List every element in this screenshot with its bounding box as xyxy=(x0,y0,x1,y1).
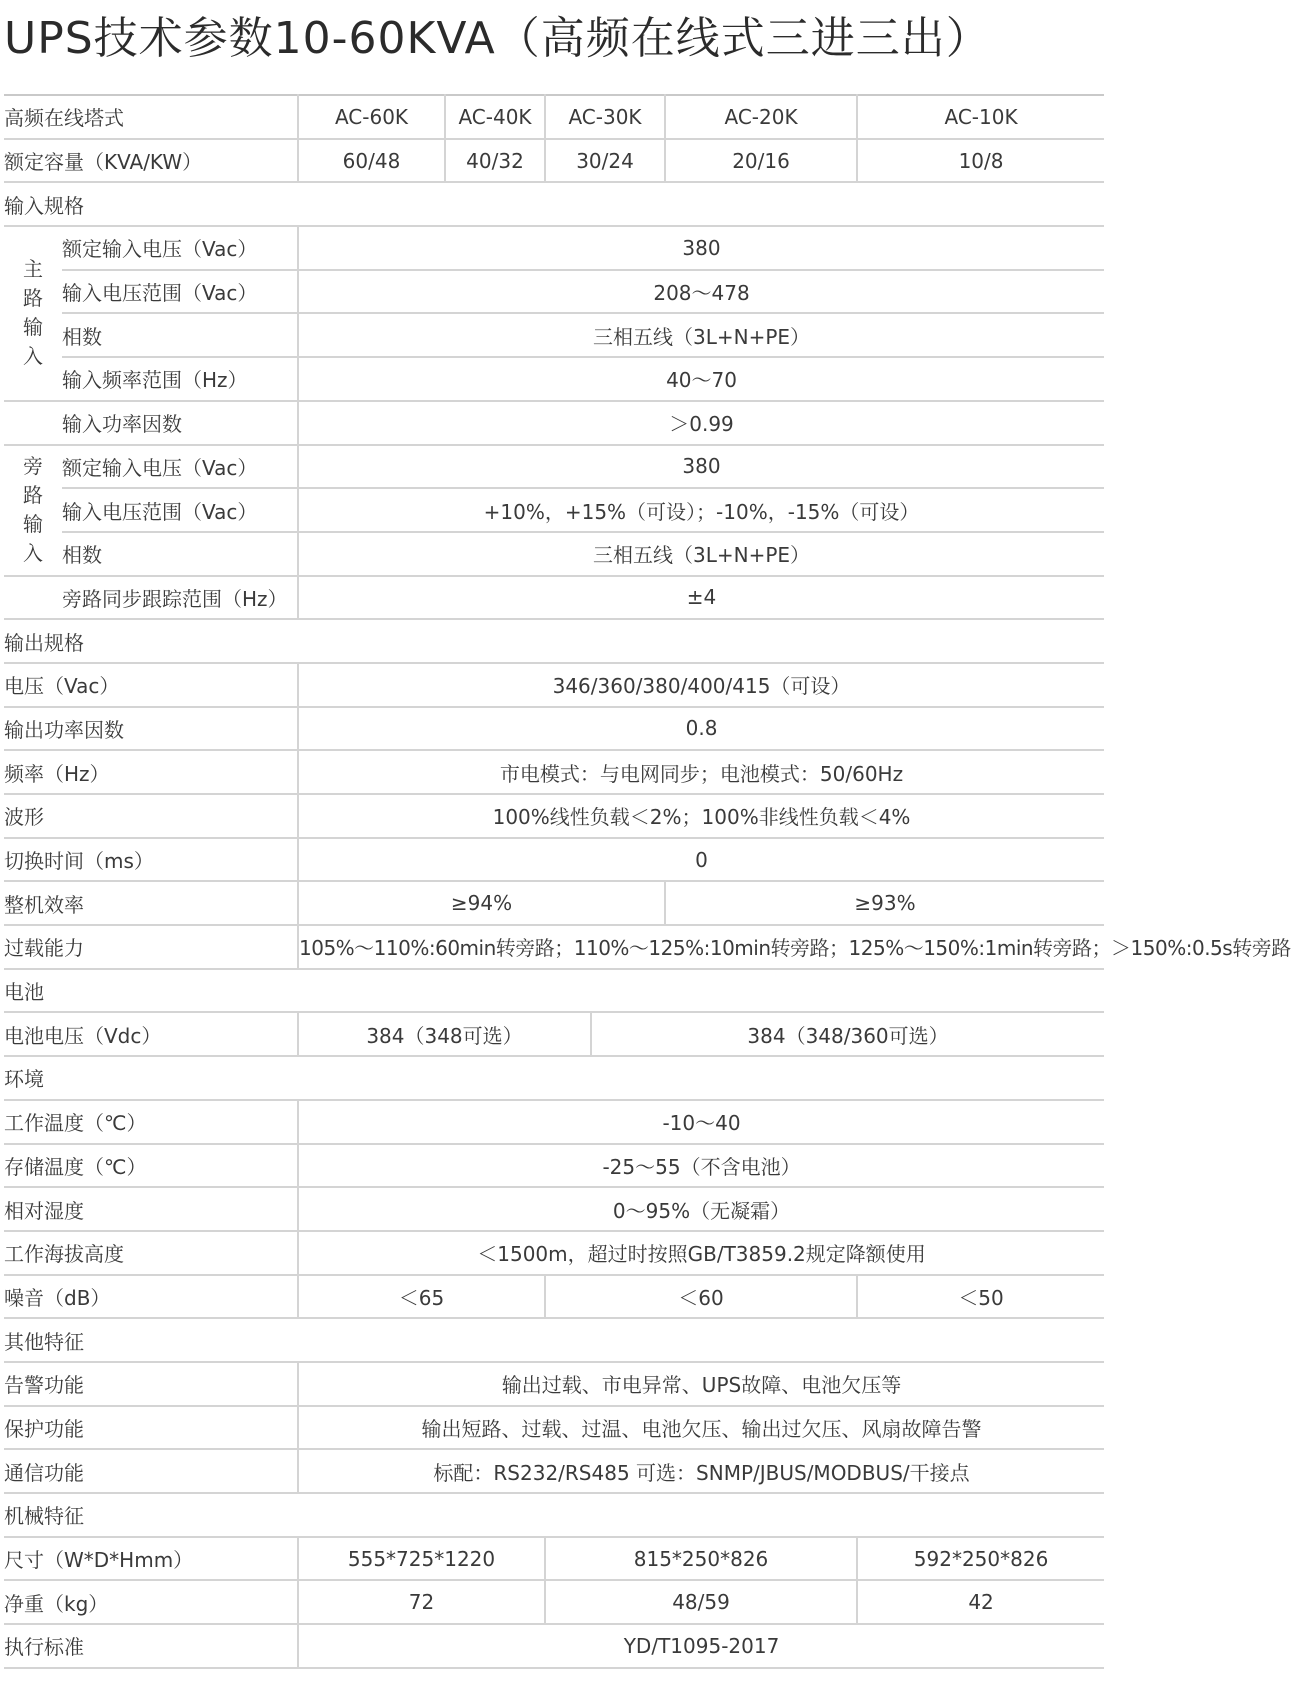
row-label: 旁路同步跟踪范围（Hz） xyxy=(62,576,298,620)
blank-cell xyxy=(4,576,62,620)
table-row xyxy=(4,139,1104,183)
row-value: -10～40 xyxy=(298,1100,1104,1144)
table-row xyxy=(4,445,1104,489)
model-col: AC-10K xyxy=(857,95,1104,139)
row-value: 105%～110%:60min转旁路；110%～125%:10min转旁路；125%～150%:1min转旁路；＞150%:0.5s转旁路 xyxy=(298,925,1104,969)
table-row xyxy=(4,1580,1104,1624)
model-col: AC-30K xyxy=(545,95,665,139)
row-label: 波形 xyxy=(4,794,298,838)
capacity-value: 60/48 xyxy=(298,139,445,183)
row-value: 三相五线（3L+N+PE） xyxy=(298,532,1104,576)
section-row xyxy=(4,969,1104,1013)
table-row xyxy=(4,1100,1104,1144)
row-value: 0～95%（无凝霜） xyxy=(298,1187,1104,1231)
blank-cell xyxy=(4,401,62,445)
table-row xyxy=(4,313,1104,357)
capacity-value: 20/16 xyxy=(665,139,857,183)
row-label: 整机效率 xyxy=(4,881,298,925)
table-row xyxy=(4,1449,1104,1493)
row-value: 208～478 xyxy=(298,270,1104,314)
spec-table xyxy=(4,94,1291,1669)
table-row xyxy=(4,1187,1104,1231)
table-row xyxy=(4,226,1104,270)
capacity-value: 10/8 xyxy=(857,139,1104,183)
section-heading-other: 其他特征 xyxy=(4,1318,1104,1362)
table-row xyxy=(4,1275,1104,1319)
table-row xyxy=(4,95,1104,139)
table-row xyxy=(4,1012,1104,1056)
row-label: 告警功能 xyxy=(4,1362,298,1406)
row-label: 额定输入电压（Vac） xyxy=(62,226,298,270)
section-heading-battery: 电池 xyxy=(4,969,1104,1013)
row-label: 电池电压（Vdc） xyxy=(4,1012,298,1056)
row-value: ≥94% xyxy=(298,881,665,925)
row-value: 380 xyxy=(298,445,1104,489)
row-value: 输出过载、市电异常、UPS故障、电池欠压等 xyxy=(298,1362,1104,1406)
row-label: 执行标准 xyxy=(4,1624,298,1668)
row-label: 过载能力 xyxy=(4,925,298,969)
section-row xyxy=(4,1056,1104,1100)
row-value: 380 xyxy=(298,226,1104,270)
header-label: 高频在线塔式 xyxy=(4,95,298,139)
row-label: 相对湿度 xyxy=(4,1187,298,1231)
row-label: 存储温度（℃） xyxy=(4,1144,298,1188)
row-value: 输出短路、过载、过温、电池欠压、输出过欠压、风扇故障告警 xyxy=(298,1406,1104,1450)
row-value: 市电模式：与电网同步；电池模式：50/60Hz xyxy=(298,750,1104,794)
row-value: 384（348/360可选） xyxy=(591,1012,1104,1056)
model-col: AC-20K xyxy=(665,95,857,139)
table-row xyxy=(4,576,1104,620)
row-label: 切换时间（ms） xyxy=(4,838,298,882)
row-value: ＜65 xyxy=(298,1275,545,1319)
row-label: 频率（Hz） xyxy=(4,750,298,794)
row-value: ±4 xyxy=(298,576,1104,620)
row-value: ＜50 xyxy=(857,1275,1104,1319)
row-value: 346/360/380/400/415（可设） xyxy=(298,663,1104,707)
table-row xyxy=(4,663,1104,707)
row-value: 815*250*826 xyxy=(545,1537,857,1581)
bypass-input-group-label: 旁路输入 xyxy=(4,445,62,576)
row-value: +10%，+15%（可设）；-10%，-15%（可设） xyxy=(298,488,1104,532)
row-value: 592*250*826 xyxy=(857,1537,1104,1581)
row-value: ＜1500m，超过时按照GB/T3859.2规定降额使用 xyxy=(298,1231,1104,1275)
section-heading-environment: 环境 xyxy=(4,1056,1104,1100)
table-row xyxy=(4,1406,1104,1450)
main-input-group-label: 主路输入 xyxy=(4,226,62,401)
row-label: 相数 xyxy=(62,313,298,357)
table-row xyxy=(4,925,1104,969)
row-value: 三相五线（3L+N+PE） xyxy=(298,313,1104,357)
section-row xyxy=(4,182,1104,226)
table-row xyxy=(4,881,1104,925)
row-label: 输入频率范围（Hz） xyxy=(62,357,298,401)
section-heading-input: 输入规格 xyxy=(4,182,1104,226)
row-value: 384（348可选） xyxy=(298,1012,591,1056)
row-value: ≥93% xyxy=(665,881,1104,925)
section-row xyxy=(4,1493,1104,1537)
table-row xyxy=(4,1144,1104,1188)
row-value: -25～55（不含电池） xyxy=(298,1144,1104,1188)
table-row xyxy=(4,532,1104,576)
table-row xyxy=(4,707,1104,751)
table-row xyxy=(4,357,1104,401)
table-row xyxy=(4,401,1104,445)
row-label: 输入电压范围（Vac） xyxy=(62,488,298,532)
table-row xyxy=(4,794,1104,838)
table-row xyxy=(4,1624,1104,1668)
row-label: 额定输入电压（Vac） xyxy=(62,445,298,489)
row-label: 输入电压范围（Vac） xyxy=(62,270,298,314)
row-value: 42 xyxy=(857,1580,1104,1624)
row-value: 0.8 xyxy=(298,707,1104,751)
row-value: ＜60 xyxy=(545,1275,857,1319)
table-row xyxy=(4,488,1104,532)
table-row xyxy=(4,270,1104,314)
page-title: UPS技术参数10-60KVA（高频在线式三进三出） xyxy=(4,13,991,64)
table-row xyxy=(4,838,1104,882)
row-value: 100%线性负载＜2%；100%非线性负载＜4% xyxy=(298,794,1104,838)
section-heading-output: 输出规格 xyxy=(4,619,1104,663)
capacity-value: 30/24 xyxy=(545,139,665,183)
row-value: 标配：RS232/RS485 可选：SNMP/JBUS/MODBUS/干接点 xyxy=(298,1449,1104,1493)
section-row xyxy=(4,1318,1104,1362)
section-heading-mechanical: 机械特征 xyxy=(4,1493,1104,1537)
table-row xyxy=(4,1362,1104,1406)
section-row xyxy=(4,619,1104,663)
row-value: 0 xyxy=(298,838,1104,882)
row-label: 噪音（dB） xyxy=(4,1275,298,1319)
capacity-label: 额定容量（KVA/KW） xyxy=(4,139,298,183)
row-value: 72 xyxy=(298,1580,545,1624)
table-row xyxy=(4,750,1104,794)
row-label: 输出功率因数 xyxy=(4,707,298,751)
table-row xyxy=(4,1537,1104,1581)
row-label: 工作温度（℃） xyxy=(4,1100,298,1144)
row-label: 尺寸（W*D*Hmm） xyxy=(4,1537,298,1581)
row-value: 40～70 xyxy=(298,357,1104,401)
row-value: 555*725*1220 xyxy=(298,1537,545,1581)
row-label: 工作海拔高度 xyxy=(4,1231,298,1275)
capacity-value: 40/32 xyxy=(445,139,545,183)
row-label: 保护功能 xyxy=(4,1406,298,1450)
model-col: AC-40K xyxy=(445,95,545,139)
row-value: ＞0.99 xyxy=(298,401,1104,445)
row-value: YD/T1095-2017 xyxy=(298,1624,1104,1668)
row-value: 48/59 xyxy=(545,1580,857,1624)
table-row xyxy=(4,1231,1104,1275)
row-label: 相数 xyxy=(62,532,298,576)
row-label: 通信功能 xyxy=(4,1449,298,1493)
row-label: 净重（kg） xyxy=(4,1580,298,1624)
row-label: 输入功率因数 xyxy=(62,401,298,445)
row-label: 电压（Vac） xyxy=(4,663,298,707)
model-col: AC-60K xyxy=(298,95,445,139)
